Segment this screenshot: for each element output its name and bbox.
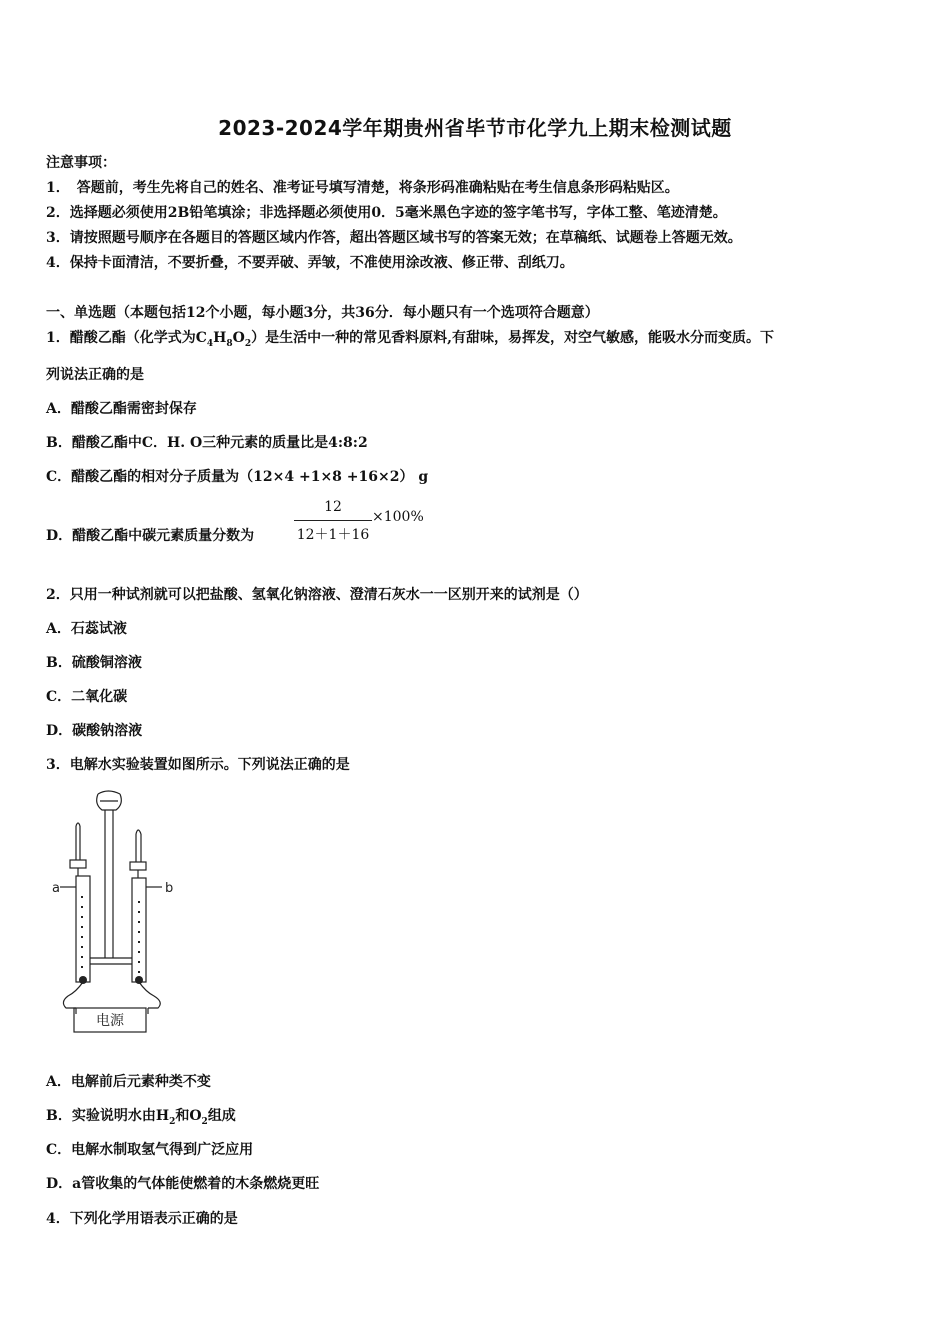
page-title: 2023-2024学年期贵州省毕节市化学九上期末检测试题 <box>218 116 732 140</box>
q3-option-a: A．电解前后元素种类不变 <box>46 1074 211 1090</box>
q2-stem: 2．只用一种试剂就可以把盐酸、氢氧化钠溶液、澄清石灰水一一区别开来的试剂是（） <box>46 587 588 603</box>
q1-option-d: D．醋酸乙酯中碳元素质量分数为 <box>46 528 255 544</box>
q1-option-c: C．醋酸乙酯的相对分子质量为（12×4 +1×8 +16×2） g <box>46 469 429 485</box>
notice-item-3: 3．请按照题号顺序在各题目的答题区域内作答，超出答题区域书写的答案无效；在草稿纸、试题卷上答题无效。 <box>46 230 742 246</box>
q1-stem: 1．醋酸乙酯（化学式为$C_4H_8O_2$）是生活中一种的常见香料原料,有甜味，易挥发，对空气敏感，能吸水分而变质。下 <box>46 330 775 349</box>
section-heading: 一、单选题（本题包括12个小题，每小题3分，共36分．每小题只有一个选项符合题意） <box>46 305 599 321</box>
q1-option-b: B．醋酸乙酯中C．H. O三种元素的质量比是4:8:2 <box>46 435 368 451</box>
tube-b-label: b <box>165 881 174 896</box>
q3-option-c: C．电解水制取氢气得到广泛应用 <box>46 1142 254 1158</box>
q1-option-a: A．醋酸乙酯需密封保存 <box>46 401 197 417</box>
fraction-numerator: 12 <box>324 499 342 515</box>
q1-stem-line2: 列说法正确的是 <box>46 367 144 383</box>
fraction-denominator: 12＋1＋16 <box>296 527 370 543</box>
notice-heading: 注意事项： <box>46 155 116 171</box>
q2-option-d: D．碳酸钠溶液 <box>46 723 143 739</box>
q3-option-b: B．实验说明水由$H_2$和$O_2$组成 <box>46 1108 236 1127</box>
q2-option-b: B．硫酸铜溶液 <box>46 655 142 671</box>
fraction-multiplier: ×100% <box>372 509 424 525</box>
q3-stem: 3．电解水实验装置如图所示。下列说法正确的是 <box>46 757 350 773</box>
electrolysis-apparatus-figure <box>48 786 183 1041</box>
q3-option-d: D．a管收集的气体能使燃着的木条燃烧更旺 <box>46 1176 320 1192</box>
notice-item-1: 1． 答题前，考生先将自己的姓名、准考证号填写清楚，将条形码准确粘贴在考生信息条形码粘贴区。 <box>46 180 679 196</box>
q2-option-c: C．二氧化碳 <box>46 689 128 705</box>
q4-stem: 4．下列化学用语表示正确的是 <box>46 1211 238 1227</box>
q1-option-d-fraction <box>294 499 454 549</box>
power-supply-label: 电源 <box>96 1013 124 1029</box>
fraction-bar <box>294 520 372 521</box>
notice-item-4: 4．保持卡面清洁，不要折叠，不要弄破、弄皱，不准使用涂改液、修正带、刮纸刀。 <box>46 255 574 271</box>
q2-option-a: A．石蕊试液 <box>46 621 127 637</box>
tube-a-label: a <box>52 881 60 896</box>
notice-item-2: 2．选择题必须使用2B铅笔填涂；非选择题必须使用0．5毫米黑色字迹的签字笔书写，字体工整、笔迹清楚。 <box>46 205 727 221</box>
